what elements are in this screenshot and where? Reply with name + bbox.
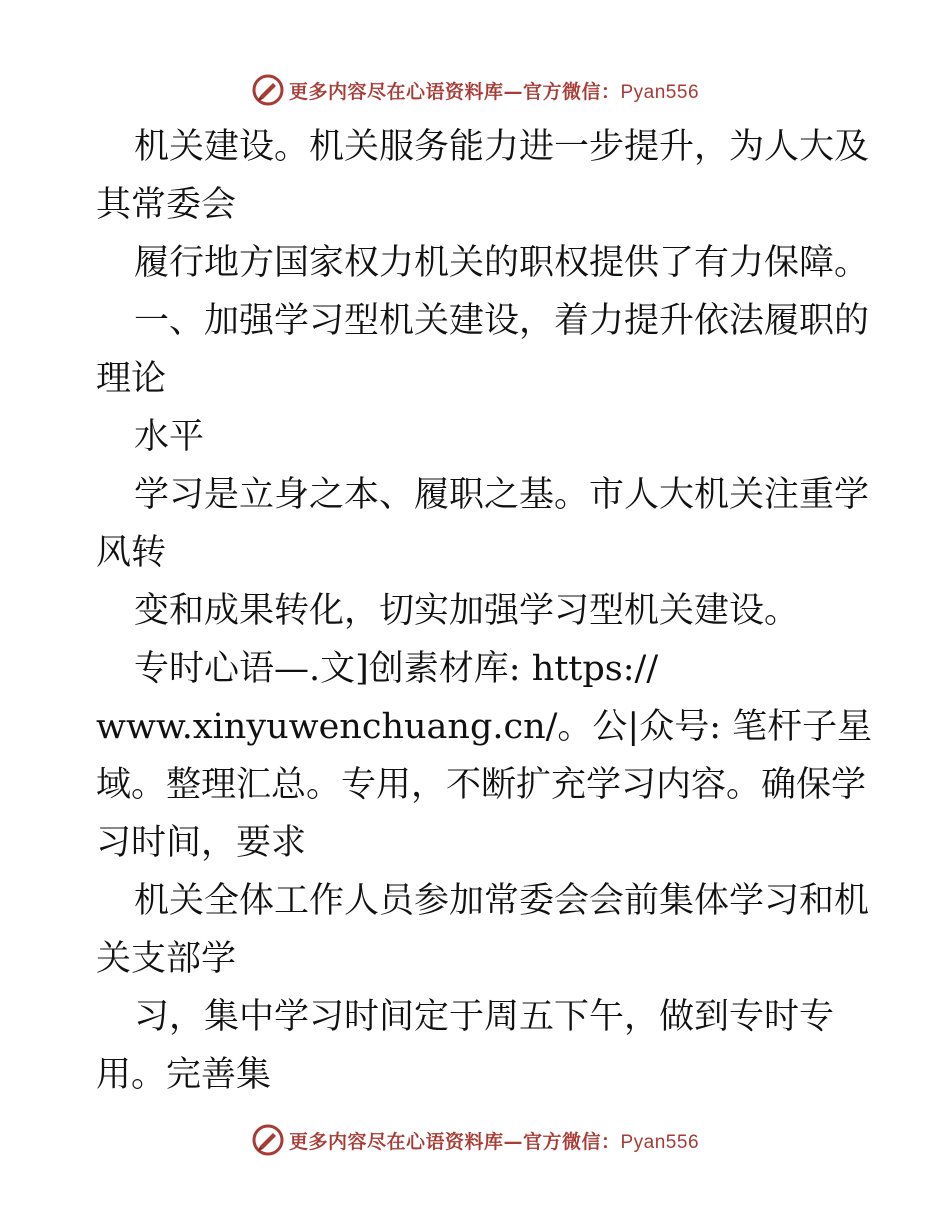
body-line: 机关全体工作人员参加常委会会前集体学习和机 [134,881,870,921]
body-line: 变和成果转化，切实加强学习型机关建设。 [134,591,800,631]
body-line: 习，集中学习时间定于周五下午，做到专时专 [134,997,835,1037]
pen-logo-icon [251,1123,285,1157]
body-line: 履行地方国家权力机关的职权提供了有力保障。 [134,243,870,283]
body-line [96,640,866,698]
document-body [96,118,873,1104]
body-line: 域。整理汇总。专用，不断扩充学习内容。确保学 [96,765,867,805]
section-heading-line: 一、加强学习型机关建设，着力提升依法履职的 [134,301,870,341]
body-line: www.xinyuwenchuang.cn/。公|众号: 笔杆子星 [96,707,873,747]
footer-watermark [0,1120,950,1160]
body-line: 关支部学 [96,939,237,979]
body-line: 其常委会 [96,185,237,225]
pen-logo-icon [251,73,285,107]
body-line: 用。完善集 [96,1055,272,1095]
watermark-wechat-id: Pyan556 [620,1131,700,1153]
body-line: 学习是立身之本、履职之基。市人大机关注重学 [134,475,870,515]
watermark-text: 更多内容尽在心语资料库—官方微信： [288,1130,621,1153]
body-line: 机关建设。机关服务能力进一步提升，为人大及 [134,127,870,167]
watermark-wechat-id: Pyan556 [620,81,700,103]
section-heading-line: 水平 [134,417,205,457]
header-watermark [0,70,950,110]
section-heading-line: 理论 [96,359,167,399]
watermark-text: 更多内容尽在心语资料库—官方微信： [288,80,621,103]
body-line: 风转 [96,533,167,573]
body-line-text: 专时心语—.文]创素材库: https:// [134,649,659,689]
body-line: 习时间，要求 [96,823,307,863]
